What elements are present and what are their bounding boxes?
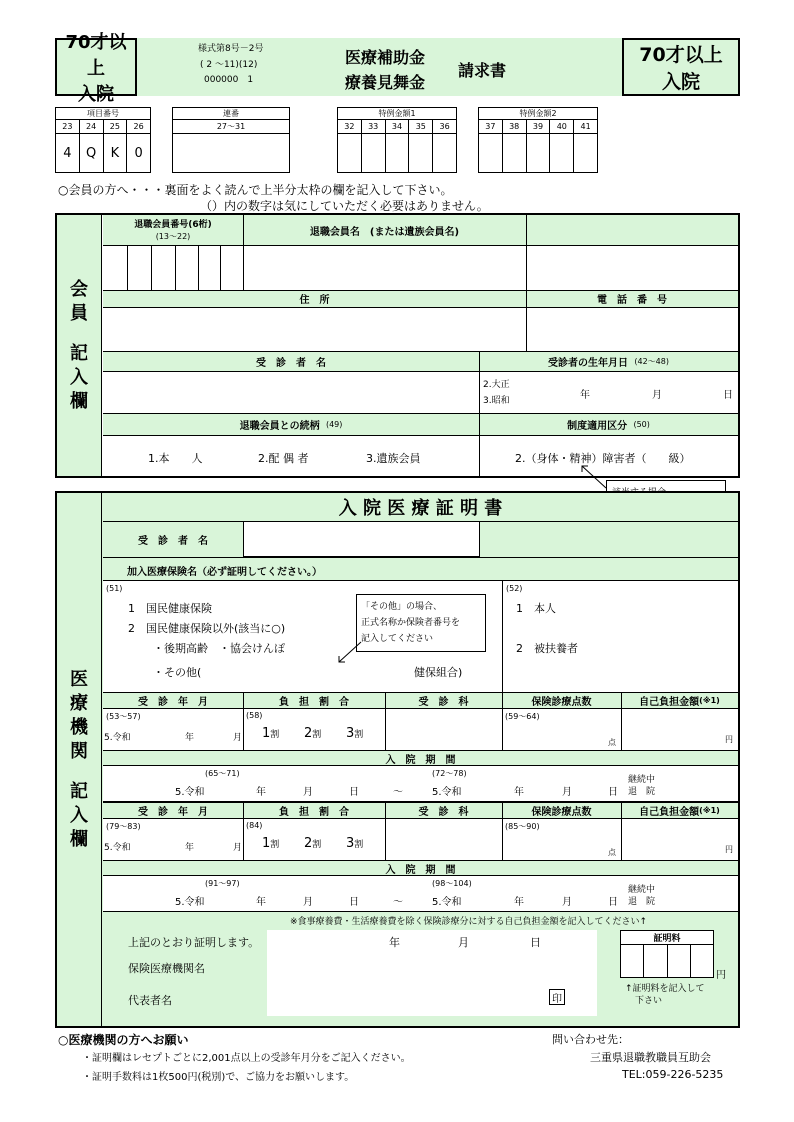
col-header: 受 診 年 月	[138, 697, 208, 708]
footer-title: ○医療機関の方へお願い	[58, 1033, 189, 1047]
insured-self[interactable]: 1 本人	[516, 602, 556, 615]
side-char: 機	[70, 716, 88, 738]
phone-label: 電 話 番 号	[597, 295, 667, 306]
insurance-other[interactable]: 2 国民健康保険以外(該当に○)	[128, 622, 286, 635]
cert-side-label	[57, 493, 102, 1026]
special-col[interactable]: 39	[527, 120, 551, 172]
callout-arrow-icon	[578, 462, 608, 492]
notice-line1: ○会員の方へ・・・裏面をよく読んで上半分太枠の欄を記入して下さい。	[58, 183, 453, 197]
contact-tel: TEL:059-226-5235	[622, 1068, 724, 1081]
status-continuing[interactable]: 継続中	[628, 885, 656, 895]
item-col-num: 26	[133, 122, 144, 131]
relation-label: 退職会員との続柄 (49)	[239, 419, 343, 432]
special-col[interactable]: 36	[433, 120, 456, 172]
seal-mark: 印	[549, 989, 565, 1005]
side-char: 欄	[70, 828, 88, 850]
burden-ratio[interactable]: 2割	[304, 836, 322, 851]
col-header: 自己負担金額 (※1)	[639, 696, 720, 708]
table-row	[103, 819, 738, 861]
representative-label: 代表者名	[128, 994, 172, 1007]
fee-box[interactable]: 証明料	[620, 930, 714, 978]
special-col[interactable]: 41	[574, 120, 597, 172]
member-name-label: 退職会員名 (または遺族会員名)	[309, 226, 460, 238]
insurance-sonota[interactable]: ・その他(	[153, 666, 202, 679]
item-col-value[interactable]: Q	[80, 134, 104, 172]
form-code: 000000 1	[204, 75, 254, 85]
cert-title: 入 院 医 療 証 明 書	[338, 498, 503, 519]
status-discharged[interactable]: 退 院	[628, 897, 656, 907]
special-amount1-box: 特例金額1 32 33 34 35 36	[337, 107, 457, 173]
title-suffix: 請求書	[458, 61, 507, 80]
period-header: 入 院 期 間	[103, 751, 738, 766]
col-header: 自己負担金額 (※1)	[639, 806, 720, 818]
special-col[interactable]: 35	[409, 120, 433, 172]
contact-org: 三重県退職教職員互助会	[590, 1051, 711, 1064]
patient-name-label: 受 診 者 名	[256, 357, 326, 369]
item-number-box: 項目番号 23 24 25 26 4 Q K 0	[55, 107, 151, 173]
table-row	[103, 709, 738, 751]
status-continuing[interactable]: 継続中	[628, 775, 656, 785]
member-no-label: 退職会員番号(6桁)	[134, 219, 212, 230]
category-disabled[interactable]: 2.（身体・精神）障害者（ 級）	[515, 452, 691, 465]
side-char: 医	[70, 668, 88, 690]
age-badge-left: 70才以上 入院	[55, 38, 137, 96]
member-side-label	[57, 215, 102, 476]
col-header: 受 診 科	[418, 807, 469, 818]
special-col[interactable]: 38	[503, 120, 527, 172]
item-col-num: 25	[104, 120, 128, 133]
period-header: 入 院 期 間	[103, 861, 738, 876]
footnote: ※食事療養費・生活療養費を除く保険診療分に対する自己負担金額を記入してください↑	[290, 917, 648, 927]
side-char: 会	[70, 278, 88, 300]
insurance-subtypes[interactable]: ・後期高齢 ・協会けんぽ	[153, 642, 285, 655]
insured-dependent[interactable]: 2 被扶養者	[516, 642, 578, 655]
burden-ratio[interactable]: 1割	[262, 726, 280, 741]
burden-ratio[interactable]: 3割	[346, 726, 364, 741]
side-char: 関	[70, 740, 88, 762]
side-char: 療	[70, 692, 88, 714]
col-header: 受 診 科	[418, 697, 469, 708]
item-col-num: 24	[80, 120, 104, 133]
item-col-value[interactable]: 4	[56, 134, 80, 172]
serial-box: 連番 27～31	[172, 107, 290, 173]
insurance-kokuho[interactable]: 1 国民健康保険	[128, 602, 212, 615]
special-col[interactable]: 34	[386, 120, 410, 172]
col-header: 受 診 年 月	[138, 807, 208, 818]
item-col-num: 23	[56, 120, 80, 133]
certify-area[interactable]	[267, 930, 597, 1016]
item-col-value[interactable]: 0	[134, 145, 143, 161]
note-arrow-icon	[335, 640, 365, 666]
cert-patient-label: 受 診 者 名	[138, 535, 208, 547]
era-taisho[interactable]: 2.大正	[483, 380, 510, 390]
special-col[interactable]: 37	[479, 120, 503, 172]
side-char: 入	[70, 366, 88, 388]
burden-ratio[interactable]: 3割	[346, 836, 364, 851]
col-header: 負 担 割 合	[279, 807, 349, 818]
birthdate-label: 受診者の生年月日 (42～48)	[548, 356, 669, 369]
burden-ratio[interactable]: 2割	[304, 726, 322, 741]
category-label: 制度適用区分 (50)	[567, 419, 650, 432]
member-section	[55, 213, 740, 478]
side-char: 入	[70, 804, 88, 826]
age-badge-right: 70才以上 入院	[622, 38, 740, 96]
relation-bereaved[interactable]: 3.遺族会員	[366, 452, 421, 465]
col-header: 負 担 割 合	[279, 697, 349, 708]
side-char: 記	[70, 342, 88, 364]
item-col-value[interactable]: K	[104, 134, 128, 172]
special-col[interactable]: 40	[550, 120, 574, 172]
contact-label: 問い合わせ先：	[552, 1033, 629, 1046]
sonota-note: 「その他」の場合、 正式名称か保険者番号を 記入してください	[356, 594, 486, 652]
title-line2: 療養見舞金	[345, 73, 426, 92]
burden-ratio[interactable]: 1割	[262, 836, 280, 851]
title-line1: 医療補助金	[345, 48, 426, 67]
side-char: 員	[70, 302, 88, 324]
col-header: 保険診療点数	[531, 697, 592, 708]
status-discharged[interactable]: 退 院	[628, 787, 656, 797]
special-col[interactable]: 32	[338, 120, 362, 172]
special-col[interactable]: 33	[362, 120, 386, 172]
address-label: 住 所	[299, 295, 330, 306]
side-char: 欄	[70, 390, 88, 412]
cert-patient-input[interactable]	[243, 521, 480, 557]
insurance-label: 加入医療保険名（必ず証明してください。）	[127, 567, 322, 578]
notice-line2: （）内の数字は気にしていただく必要はありません。	[200, 199, 489, 213]
era-showa[interactable]: 3.昭和	[483, 396, 510, 406]
side-char: 記	[70, 780, 88, 802]
form-sub: ( 2 ～11)(12)	[200, 60, 258, 70]
relation-self[interactable]: 1.本 人	[148, 452, 203, 465]
institution-label: 保険医療機関名	[128, 962, 205, 975]
form-number: 様式第8号－2号	[198, 44, 264, 54]
col-header: 保険診療点数	[531, 807, 592, 818]
relation-spouse[interactable]: 2.配 偶 者	[258, 452, 309, 465]
special-amount2-box: 特例金額2 37 38 39 40 41	[478, 107, 598, 173]
